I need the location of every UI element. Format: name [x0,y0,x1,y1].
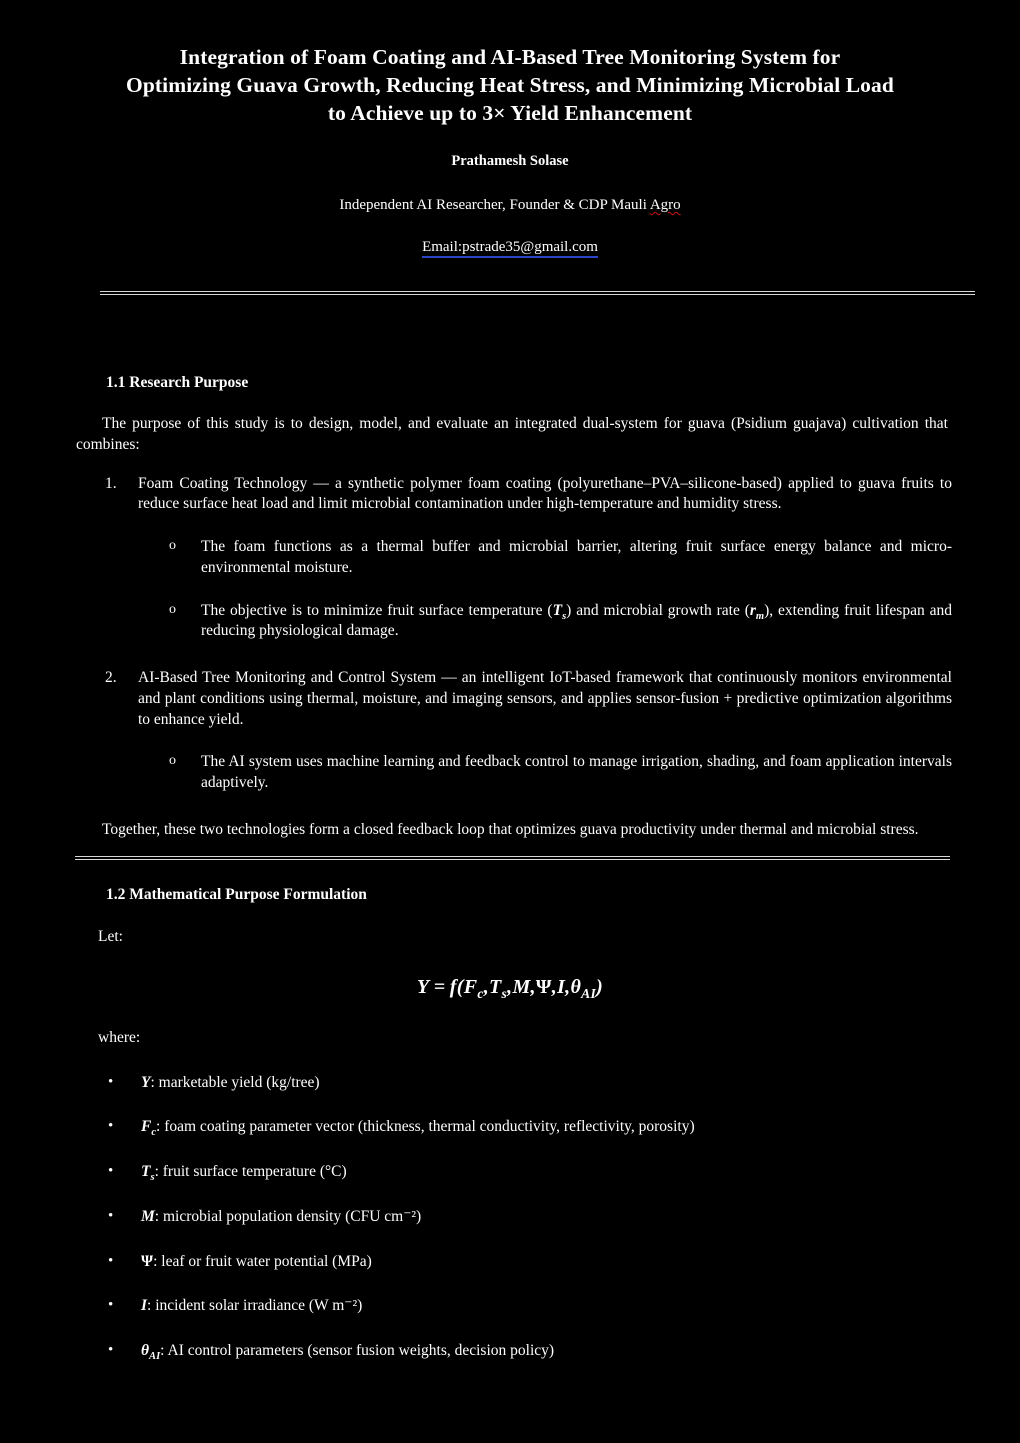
list-item [0,1207,1020,1228]
list-item [0,601,1020,643]
list-item-text: Foam Coating Technology — a synthetic polymer foam coating (polyurethane–PVA–silicone-based) applied to guava fruits to reduce surface heat load and limit microbial contamination under high-temperature and humidity stress. [138,474,952,513]
text-fragment: ) and microbial growth rate ( [566,601,750,619]
formula-arg-5 [557,976,565,998]
variable-symbol [141,1163,155,1184]
formula-equals: = [433,975,446,998]
email-line [0,239,1020,256]
variable-subscript: s [501,985,508,1001]
text-fragment: The objective is to minimize fruit surface temperature ( [201,601,553,619]
variable-subscript: m [755,610,765,622]
where-label: where: [98,1028,141,1046]
definition-text: : leaf or fruit water potential (MPa) [153,1252,372,1270]
yield-formula: $Y = f(F_c,T_s,M,\Psi,I,\theta_{AI})$ [416,975,604,1001]
formula-arg-2 [489,975,508,1001]
variable-subscript: s [562,610,567,622]
definition-text: : AI control parameters (sensor fusion weights, decision policy) [160,1342,555,1360]
list-item-text: The foam functions as a thermal buffer and microbial barrier, altering fruit surface energy balance and micro-environmental moisture. [201,538,952,576]
variable-base: F [141,1118,152,1136]
horizontal-rule-top [100,291,975,295]
list-item [0,1252,1020,1273]
variable-subscript: c [151,1127,157,1139]
bullet-icon: • [108,1118,114,1135]
list-marker: 2. [105,669,117,687]
variable-symbol: T [489,975,502,998]
list-item [0,537,1020,579]
email-label: Email: [422,238,463,255]
email-address: pstrade35@gmail.com [462,238,598,255]
variable-ts [552,601,567,622]
variable-subscript: s [150,1172,155,1184]
list-item [0,474,1020,516]
list-item [0,668,1020,730]
formula-arg-4 [536,976,552,998]
list-item [0,752,1020,794]
variable-symbol: I [557,975,566,998]
formula-arg-1 [463,975,484,1001]
list-item [0,1162,1020,1183]
variable-symbol [141,1342,161,1363]
paper-title-line-3: to Achieve up to 3× Yield Enhancement [327,100,693,125]
bullet-icon: • [108,1207,114,1224]
formula-lhs: Y [416,975,430,998]
list-marker: o [169,601,176,617]
variable-symbol: T [552,601,563,619]
list-item-text: The AI system uses machine learning and feedback control to manage irrigation, shading, and foam application intervals adaptively. [201,753,952,792]
variable-symbol: M [512,975,531,998]
variable-symbol: I [141,1297,148,1315]
variable-symbol: r [749,601,756,619]
definition-text: : marketable yield (kg/tree) [150,1073,320,1091]
formula-arg-3 [512,976,530,998]
list-marker: o [169,538,176,554]
author-affiliation [0,197,1020,214]
email-hyperlink[interactable] [422,239,598,258]
bullet-icon: • [108,1163,114,1180]
section-1-1 [0,374,1020,856]
list-marker: o [169,753,176,769]
item-1-sublist [0,537,1020,642]
list-marker: 1. [105,474,117,492]
formula-close-paren: ) [596,975,604,998]
list-item-text [201,602,952,640]
section-1-1-heading: 1.1 Research Purpose [106,374,249,391]
bullet-icon: • [108,1252,114,1269]
variable-base: θ [141,1342,150,1360]
variable-subscript: AI [149,1351,161,1363]
paper-title [0,0,1020,128]
variable-subscript: c [477,985,484,1001]
affiliation-text: Independent AI Researcher, Founder & CDP Mauli [339,196,650,213]
section-1-1-intro-paragraph: The purpose of this study is to design, model, and evaluate an integrated dual-system for guava (Psidium guajava) cultivation that combines: [76,415,948,453]
section-1-2 [0,886,1020,1362]
author-name: Prathamesh Solase [451,152,569,169]
variable-symbol: Ψ [141,1252,154,1270]
section-1-2-heading: 1.2 Mathematical Purpose Formulation [106,886,367,903]
item-2-sublist [0,752,1020,794]
let-label: Let: [98,928,123,945]
list-item [0,1117,1020,1138]
spellcheck-flagged-word: Agro [649,196,681,213]
variable-symbol [141,1118,157,1139]
paper-title-line-1: Integration of Foam Coating and AI-Based Tree Monitoring System for [179,45,841,69]
variable-rm [749,601,765,622]
definition-text: : fruit surface temperature (°C) [154,1163,347,1181]
list-item-text: AI-Based Tree Monitoring and Control System — an intelligent IoT-based framework that continuously monitors environmental and plant conditions using thermal, moisture, and imaging sensors, and applies sensor-fusion + predictive optimization algorithms to enhance yield. [138,669,952,728]
variable-symbol: Ψ [535,975,552,998]
section-1-1-closing-paragraph: Together, these two technologies form a closed feedback loop that optimizes guava productivity under thermal and microbial stress. [102,820,919,838]
bullet-icon: • [108,1297,114,1314]
definition-text: : foam coating parameter vector (thickness, thermal conductivity, reflectivity, porosity) [156,1118,695,1136]
variable-symbol: F [463,975,478,998]
list-item [0,1296,1020,1317]
paper-title-line-2: Optimizing Guava Growth, Reducing Heat Stress, and Minimizing Microbial Load [126,72,894,97]
variable-symbol: Y [141,1073,151,1091]
bullet-icon: • [108,1342,114,1359]
variable-subscript: AI [581,985,597,1001]
list-item [0,1341,1020,1362]
horizontal-rule-middle [75,856,950,860]
variable-base: T [141,1163,151,1181]
text-fragment: ), extending fruit lifespan and reducing physiological damage. [201,601,952,640]
variable-symbol: M [141,1207,155,1225]
formula-function: f [449,975,457,998]
variable-definitions-list [0,1073,1020,1362]
definition-text: : microbial population density (CFU cm⁻²) [154,1207,422,1225]
formula-open-paren: ( [456,975,464,998]
formula-arg-6 [570,975,597,1001]
definition-text: : incident solar irradiance (W m⁻²) [147,1297,363,1315]
variable-symbol: θ [570,975,582,998]
bullet-icon: • [108,1073,114,1090]
list-item [0,1073,1020,1094]
research-purpose-numbered-list [0,474,1020,794]
